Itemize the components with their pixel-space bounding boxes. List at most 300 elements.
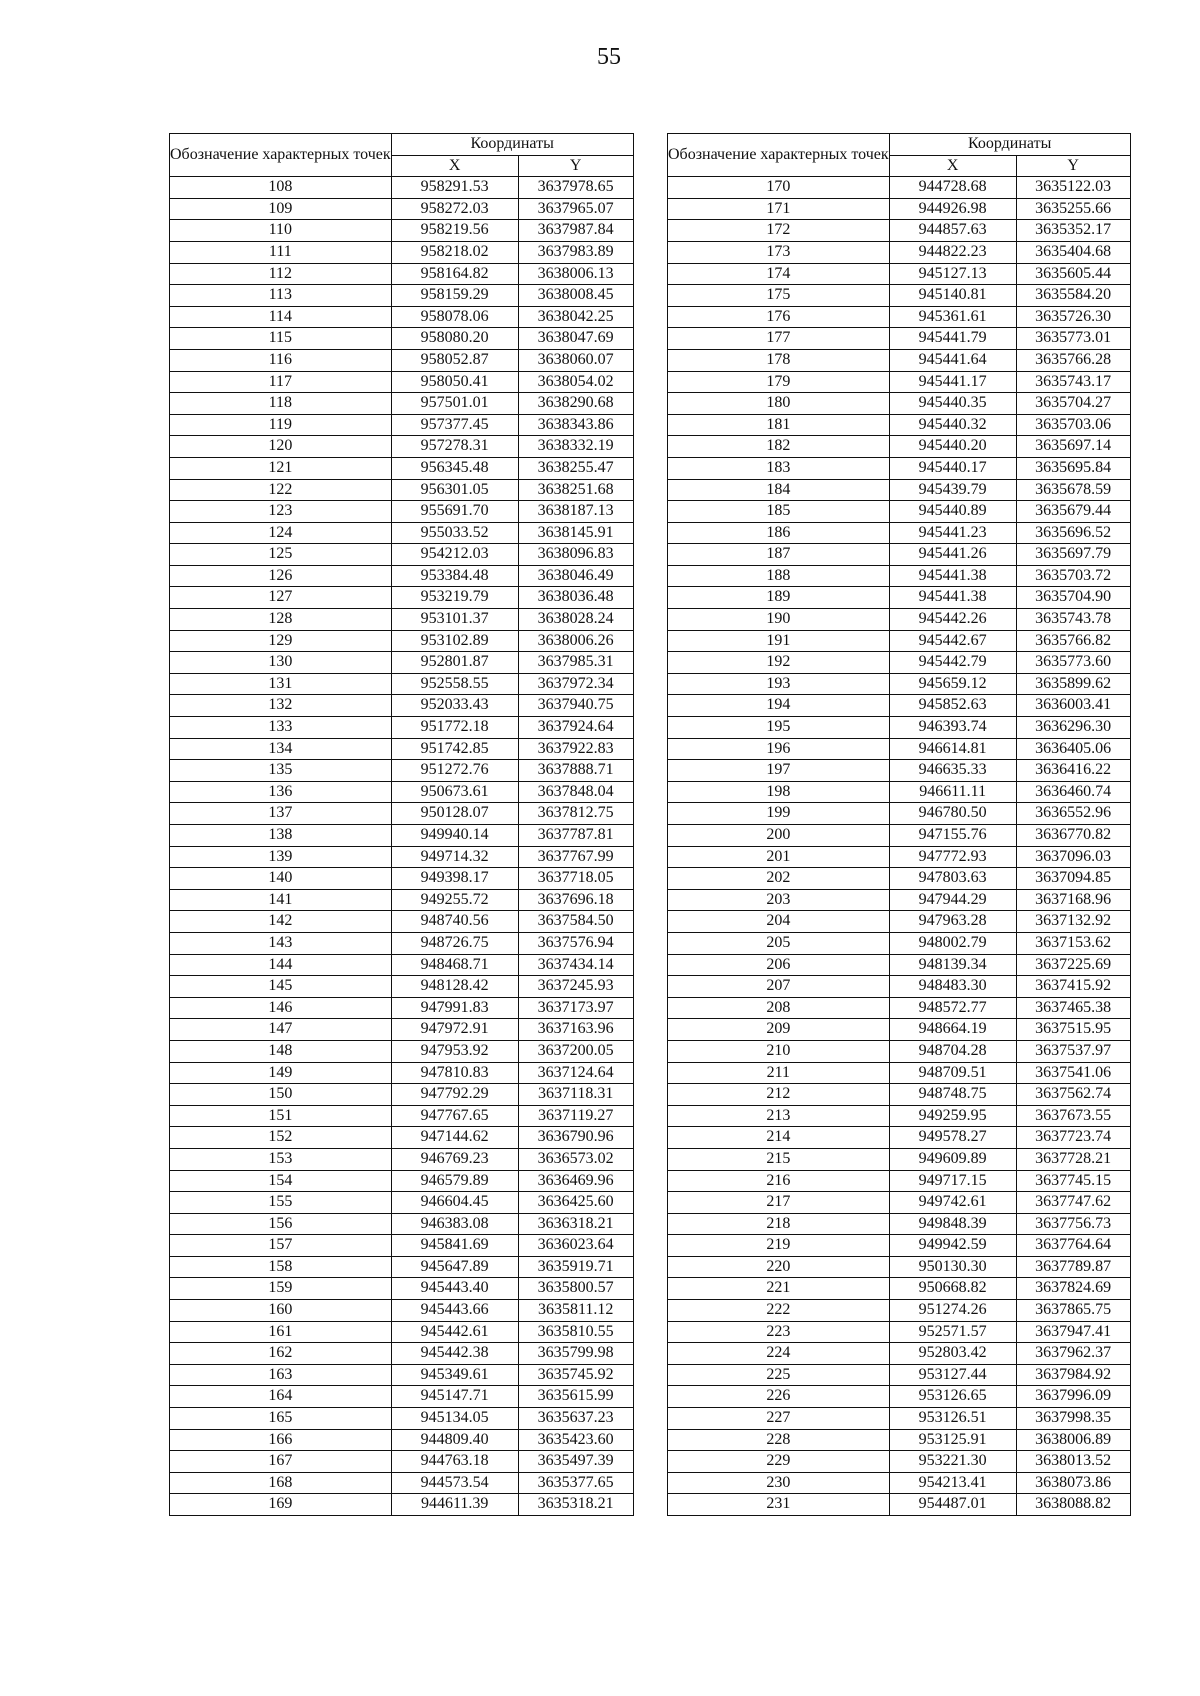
point-cell: 195 <box>668 717 890 739</box>
table-row <box>170 846 634 868</box>
y-cell: 3635497.39 <box>518 1451 633 1473</box>
x-cell: 944763.18 <box>391 1451 518 1473</box>
table-row <box>668 997 1131 1019</box>
point-cell: 180 <box>668 393 890 415</box>
y-cell: 3637124.64 <box>518 1062 633 1084</box>
y-cell: 3635704.27 <box>1016 393 1130 415</box>
header-coordinates: Координаты <box>391 134 633 156</box>
point-cell: 123 <box>170 501 392 523</box>
table-row <box>668 436 1131 458</box>
point-cell: 142 <box>170 911 392 933</box>
x-cell: 945440.32 <box>889 414 1016 436</box>
y-cell: 3635404.68 <box>1016 241 1130 263</box>
y-cell: 3638006.26 <box>518 630 633 652</box>
table-row <box>668 565 1131 587</box>
point-cell: 124 <box>170 522 392 544</box>
point-cell: 117 <box>170 371 392 393</box>
table-row <box>170 349 634 371</box>
point-cell: 132 <box>170 695 392 717</box>
y-cell: 3637962.37 <box>1016 1343 1130 1365</box>
header-point-designation: Обозначение характерных точек <box>170 134 392 177</box>
table-row <box>170 1321 634 1343</box>
y-cell: 3635605.44 <box>1016 263 1130 285</box>
x-cell: 953221.30 <box>889 1451 1016 1473</box>
x-cell: 947991.83 <box>391 997 518 1019</box>
y-cell: 3636003.41 <box>1016 695 1130 717</box>
y-cell: 3638047.69 <box>518 328 633 350</box>
point-cell: 187 <box>668 544 890 566</box>
point-cell: 174 <box>668 263 890 285</box>
x-cell: 945134.05 <box>391 1408 518 1430</box>
x-cell: 948483.30 <box>889 976 1016 998</box>
point-cell: 212 <box>668 1084 890 1106</box>
x-cell: 945140.81 <box>889 285 1016 307</box>
x-cell: 945440.17 <box>889 457 1016 479</box>
point-cell: 169 <box>170 1494 392 1516</box>
table-row <box>668 1127 1131 1149</box>
y-cell: 3638096.83 <box>518 544 633 566</box>
y-cell: 3637787.81 <box>518 825 633 847</box>
table-row <box>668 1494 1131 1516</box>
x-cell: 958078.06 <box>391 306 518 328</box>
y-cell: 3637118.31 <box>518 1084 633 1106</box>
table-row <box>170 220 634 242</box>
x-cell: 953102.89 <box>391 630 518 652</box>
table-row <box>668 1062 1131 1084</box>
table-row <box>170 1278 634 1300</box>
y-cell: 3638008.45 <box>518 285 633 307</box>
y-cell: 3635799.98 <box>518 1343 633 1365</box>
table-row <box>668 241 1131 263</box>
point-cell: 206 <box>668 954 890 976</box>
table-row <box>170 976 634 998</box>
x-cell: 953219.79 <box>391 587 518 609</box>
point-cell: 150 <box>170 1084 392 1106</box>
y-cell: 3637723.74 <box>1016 1127 1130 1149</box>
table-row <box>170 997 634 1019</box>
point-cell: 221 <box>668 1278 890 1300</box>
y-cell: 3638073.86 <box>1016 1472 1130 1494</box>
point-cell: 119 <box>170 414 392 436</box>
x-cell: 947767.65 <box>391 1105 518 1127</box>
x-cell: 958291.53 <box>391 177 518 199</box>
point-cell: 130 <box>170 652 392 674</box>
x-cell: 945441.38 <box>889 587 1016 609</box>
point-cell: 110 <box>170 220 392 242</box>
y-cell: 3637537.97 <box>1016 1040 1130 1062</box>
y-cell: 3636770.82 <box>1016 825 1130 847</box>
y-cell: 3638060.07 <box>518 349 633 371</box>
x-cell: 945442.67 <box>889 630 1016 652</box>
point-cell: 200 <box>668 825 890 847</box>
y-cell: 3635811.12 <box>518 1300 633 1322</box>
x-cell: 954213.41 <box>889 1472 1016 1494</box>
y-cell: 3637965.07 <box>518 198 633 220</box>
point-cell: 231 <box>668 1494 890 1516</box>
x-cell: 945440.35 <box>889 393 1016 415</box>
table-row <box>668 1019 1131 1041</box>
point-cell: 108 <box>170 177 392 199</box>
y-cell: 3635810.55 <box>518 1321 633 1343</box>
x-cell: 947144.62 <box>391 1127 518 1149</box>
x-cell: 953384.48 <box>391 565 518 587</box>
y-cell: 3635318.21 <box>518 1494 633 1516</box>
y-cell: 3637584.50 <box>518 911 633 933</box>
x-cell: 949742.61 <box>889 1192 1016 1214</box>
x-cell: 949848.39 <box>889 1213 1016 1235</box>
table-row <box>170 457 634 479</box>
point-cell: 114 <box>170 306 392 328</box>
table-row <box>170 652 634 674</box>
point-cell: 178 <box>668 349 890 371</box>
y-cell: 3637812.75 <box>518 803 633 825</box>
y-cell: 3637245.93 <box>518 976 633 998</box>
x-cell: 947972.91 <box>391 1019 518 1041</box>
x-cell: 946383.08 <box>391 1213 518 1235</box>
table-row <box>668 1429 1131 1451</box>
point-cell: 159 <box>170 1278 392 1300</box>
point-cell: 138 <box>170 825 392 847</box>
header-point-designation: Обозначение характерных точек <box>668 134 890 177</box>
x-cell: 945127.13 <box>889 263 1016 285</box>
table-row <box>668 414 1131 436</box>
point-cell: 181 <box>668 414 890 436</box>
point-cell: 229 <box>668 1451 890 1473</box>
point-cell: 128 <box>170 609 392 631</box>
x-cell: 950668.82 <box>889 1278 1016 1300</box>
x-cell: 945147.71 <box>391 1386 518 1408</box>
table-row <box>170 1192 634 1214</box>
point-cell: 179 <box>668 371 890 393</box>
point-cell: 171 <box>668 198 890 220</box>
y-cell: 3637947.41 <box>1016 1321 1130 1343</box>
table-row <box>170 932 634 954</box>
y-cell: 3636790.96 <box>518 1127 633 1149</box>
x-cell: 945441.17 <box>889 371 1016 393</box>
x-cell: 948572.77 <box>889 997 1016 1019</box>
x-cell: 945349.61 <box>391 1364 518 1386</box>
table-row <box>668 717 1131 739</box>
table-row <box>170 738 634 760</box>
point-cell: 143 <box>170 932 392 954</box>
table-row <box>170 1386 634 1408</box>
y-cell: 3637983.89 <box>518 241 633 263</box>
point-cell: 111 <box>170 241 392 263</box>
table-row <box>170 1148 634 1170</box>
x-cell: 945852.63 <box>889 695 1016 717</box>
x-cell: 948468.71 <box>391 954 518 976</box>
point-cell: 210 <box>668 1040 890 1062</box>
y-cell: 3637132.92 <box>1016 911 1130 933</box>
point-cell: 147 <box>170 1019 392 1041</box>
x-cell: 948002.79 <box>889 932 1016 954</box>
x-cell: 952803.42 <box>889 1343 1016 1365</box>
table-row <box>170 436 634 458</box>
table-row <box>170 673 634 695</box>
x-cell: 945440.20 <box>889 436 1016 458</box>
point-cell: 154 <box>170 1170 392 1192</box>
point-cell: 122 <box>170 479 392 501</box>
y-cell: 3635678.59 <box>1016 479 1130 501</box>
y-cell: 3635773.60 <box>1016 652 1130 674</box>
y-cell: 3635679.44 <box>1016 501 1130 523</box>
y-cell: 3635703.06 <box>1016 414 1130 436</box>
table-row <box>668 1451 1131 1473</box>
y-cell: 3635423.60 <box>518 1429 633 1451</box>
y-cell: 3637168.96 <box>1016 889 1130 911</box>
table-row <box>668 1213 1131 1235</box>
point-cell: 230 <box>668 1472 890 1494</box>
y-cell: 3635255.66 <box>1016 198 1130 220</box>
table-row <box>668 479 1131 501</box>
point-cell: 220 <box>668 1256 890 1278</box>
coordinates-table-right <box>667 133 1131 1516</box>
table-row <box>668 349 1131 371</box>
point-cell: 164 <box>170 1386 392 1408</box>
table-row <box>170 1235 634 1257</box>
point-cell: 144 <box>170 954 392 976</box>
header-x: X <box>391 155 518 177</box>
x-cell: 945647.89 <box>391 1256 518 1278</box>
table-row <box>668 587 1131 609</box>
y-cell: 3637718.05 <box>518 868 633 890</box>
point-cell: 134 <box>170 738 392 760</box>
x-cell: 955033.52 <box>391 522 518 544</box>
point-cell: 125 <box>170 544 392 566</box>
point-cell: 120 <box>170 436 392 458</box>
point-cell: 172 <box>668 220 890 242</box>
x-cell: 946579.89 <box>391 1170 518 1192</box>
y-cell: 3637696.18 <box>518 889 633 911</box>
table-row <box>170 868 634 890</box>
x-cell: 950673.61 <box>391 781 518 803</box>
x-cell: 944728.68 <box>889 177 1016 199</box>
point-cell: 173 <box>668 241 890 263</box>
x-cell: 947810.83 <box>391 1062 518 1084</box>
y-cell: 3637728.21 <box>1016 1148 1130 1170</box>
y-cell: 3638255.47 <box>518 457 633 479</box>
point-cell: 208 <box>668 997 890 1019</box>
table-row <box>668 673 1131 695</box>
point-cell: 127 <box>170 587 392 609</box>
x-cell: 945441.26 <box>889 544 1016 566</box>
point-cell: 126 <box>170 565 392 587</box>
y-cell: 3637200.05 <box>518 1040 633 1062</box>
table-row <box>170 803 634 825</box>
point-cell: 166 <box>170 1429 392 1451</box>
table-row <box>668 1472 1131 1494</box>
x-cell: 958272.03 <box>391 198 518 220</box>
x-cell: 944573.54 <box>391 1472 518 1494</box>
x-cell: 947792.29 <box>391 1084 518 1106</box>
table-row <box>170 911 634 933</box>
table-row <box>668 328 1131 350</box>
table-row <box>170 285 634 307</box>
x-cell: 958164.82 <box>391 263 518 285</box>
table-row <box>668 1040 1131 1062</box>
point-cell: 190 <box>668 609 890 631</box>
table-row <box>170 609 634 631</box>
x-cell: 947944.29 <box>889 889 1016 911</box>
point-cell: 196 <box>668 738 890 760</box>
y-cell: 3637865.75 <box>1016 1300 1130 1322</box>
y-cell: 3635766.82 <box>1016 630 1130 652</box>
y-cell: 3637119.27 <box>518 1105 633 1127</box>
table-row <box>170 1062 634 1084</box>
y-cell: 3635743.78 <box>1016 609 1130 631</box>
table-row <box>668 198 1131 220</box>
point-cell: 152 <box>170 1127 392 1149</box>
point-cell: 113 <box>170 285 392 307</box>
x-cell: 947155.76 <box>889 825 1016 847</box>
point-cell: 136 <box>170 781 392 803</box>
table-row <box>170 1472 634 1494</box>
point-cell: 211 <box>668 1062 890 1084</box>
x-cell: 953101.37 <box>391 609 518 631</box>
y-cell: 3635697.79 <box>1016 544 1130 566</box>
point-cell: 161 <box>170 1321 392 1343</box>
y-cell: 3638290.68 <box>518 393 633 415</box>
x-cell: 951772.18 <box>391 717 518 739</box>
x-cell: 957501.01 <box>391 393 518 415</box>
x-cell: 957278.31 <box>391 436 518 458</box>
y-cell: 3637096.03 <box>1016 846 1130 868</box>
y-cell: 3638028.24 <box>518 609 633 631</box>
y-cell: 3637465.38 <box>1016 997 1130 1019</box>
table-row <box>170 781 634 803</box>
x-cell: 947803.63 <box>889 868 1016 890</box>
x-cell: 945361.61 <box>889 306 1016 328</box>
table-row <box>170 1300 634 1322</box>
x-cell: 949578.27 <box>889 1127 1016 1149</box>
y-cell: 3637922.83 <box>518 738 633 760</box>
x-cell: 946614.81 <box>889 738 1016 760</box>
y-cell: 3638187.13 <box>518 501 633 523</box>
x-cell: 944611.39 <box>391 1494 518 1516</box>
y-cell: 3638332.19 <box>518 436 633 458</box>
x-cell: 946611.11 <box>889 781 1016 803</box>
y-cell: 3637673.55 <box>1016 1105 1130 1127</box>
y-cell: 3637745.15 <box>1016 1170 1130 1192</box>
table-row <box>668 1300 1131 1322</box>
table-row <box>668 1386 1131 1408</box>
y-cell: 3635352.17 <box>1016 220 1130 242</box>
table-row <box>668 803 1131 825</box>
y-cell: 3637094.85 <box>1016 868 1130 890</box>
table-row <box>170 1408 634 1430</box>
x-cell: 948740.56 <box>391 911 518 933</box>
point-cell: 222 <box>668 1300 890 1322</box>
point-cell: 198 <box>668 781 890 803</box>
y-cell: 3635773.01 <box>1016 328 1130 350</box>
point-cell: 191 <box>668 630 890 652</box>
y-cell: 3637978.65 <box>518 177 633 199</box>
point-cell: 135 <box>170 760 392 782</box>
table-row <box>170 1429 634 1451</box>
x-cell: 945443.40 <box>391 1278 518 1300</box>
point-cell: 216 <box>668 1170 890 1192</box>
x-cell: 947953.92 <box>391 1040 518 1062</box>
point-cell: 146 <box>170 997 392 1019</box>
y-cell: 3635726.30 <box>1016 306 1130 328</box>
x-cell: 948726.75 <box>391 932 518 954</box>
table-row <box>668 932 1131 954</box>
y-cell: 3637173.97 <box>518 997 633 1019</box>
y-cell: 3637987.84 <box>518 220 633 242</box>
x-cell: 951272.76 <box>391 760 518 782</box>
x-cell: 950130.30 <box>889 1256 1016 1278</box>
point-cell: 133 <box>170 717 392 739</box>
x-cell: 952571.57 <box>889 1321 1016 1343</box>
x-cell: 945441.23 <box>889 522 1016 544</box>
table-row <box>170 717 634 739</box>
y-cell: 3636573.02 <box>518 1148 633 1170</box>
x-cell: 945659.12 <box>889 673 1016 695</box>
table-row <box>668 889 1131 911</box>
point-cell: 183 <box>668 457 890 479</box>
table-row <box>668 781 1131 803</box>
point-cell: 121 <box>170 457 392 479</box>
table-row <box>170 1040 634 1062</box>
table-row <box>170 371 634 393</box>
x-cell: 954487.01 <box>889 1494 1016 1516</box>
point-cell: 158 <box>170 1256 392 1278</box>
y-cell: 3636023.64 <box>518 1235 633 1257</box>
x-cell: 944857.63 <box>889 220 1016 242</box>
y-cell: 3638251.68 <box>518 479 633 501</box>
table-row <box>668 976 1131 998</box>
table-row <box>668 954 1131 976</box>
point-cell: 225 <box>668 1364 890 1386</box>
point-cell: 204 <box>668 911 890 933</box>
coordinates-table-left <box>169 133 634 1516</box>
point-cell: 176 <box>668 306 890 328</box>
table-row <box>668 1256 1131 1278</box>
x-cell: 945841.69 <box>391 1235 518 1257</box>
x-cell: 949398.17 <box>391 868 518 890</box>
x-cell: 958080.20 <box>391 328 518 350</box>
x-cell: 953126.51 <box>889 1408 1016 1430</box>
table-row <box>668 1084 1131 1106</box>
point-cell: 157 <box>170 1235 392 1257</box>
y-cell: 3637434.14 <box>518 954 633 976</box>
table-body-left <box>170 177 634 1516</box>
x-cell: 947963.28 <box>889 911 1016 933</box>
x-cell: 945441.38 <box>889 565 1016 587</box>
x-cell: 958218.02 <box>391 241 518 263</box>
point-cell: 218 <box>668 1213 890 1235</box>
x-cell: 945442.38 <box>391 1343 518 1365</box>
y-cell: 3637972.34 <box>518 673 633 695</box>
point-cell: 175 <box>668 285 890 307</box>
y-cell: 3637985.31 <box>518 652 633 674</box>
y-cell: 3635766.28 <box>1016 349 1130 371</box>
y-cell: 3635697.14 <box>1016 436 1130 458</box>
header-x: X <box>889 155 1016 177</box>
point-cell: 188 <box>668 565 890 587</box>
y-cell: 3637515.95 <box>1016 1019 1130 1041</box>
table-row <box>668 1343 1131 1365</box>
y-cell: 3637576.94 <box>518 932 633 954</box>
x-cell: 952033.43 <box>391 695 518 717</box>
point-cell: 217 <box>668 1192 890 1214</box>
table-row <box>668 652 1131 674</box>
x-cell: 946393.74 <box>889 717 1016 739</box>
y-cell: 3638036.48 <box>518 587 633 609</box>
x-cell: 946769.23 <box>391 1148 518 1170</box>
table-row <box>668 177 1131 199</box>
x-cell: 955691.70 <box>391 501 518 523</box>
